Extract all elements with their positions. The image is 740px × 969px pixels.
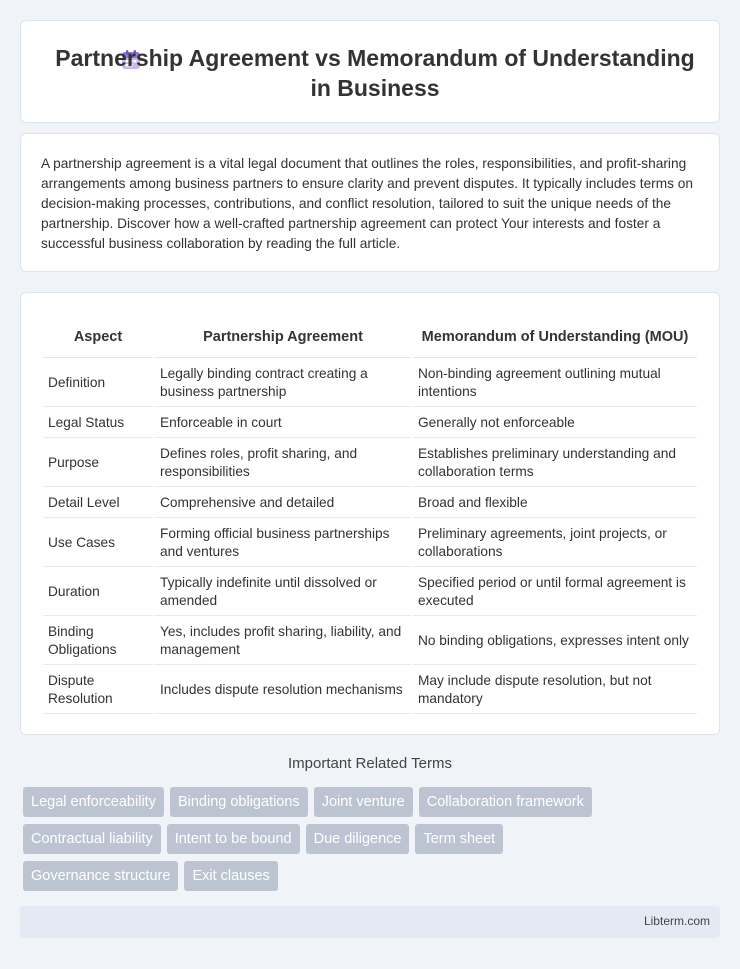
tag-due-diligence[interactable]: Due diligence [306, 824, 410, 854]
table-cell: Detail Level [43, 489, 153, 518]
table-cell: Includes dispute resolution mechanisms [155, 667, 411, 714]
tag-term-sheet[interactable]: Term sheet [415, 824, 503, 854]
header-card [20, 20, 720, 123]
table-cell: Generally not enforceable [413, 409, 697, 438]
table-cell: Non-binding agreement outlining mutual intentions [413, 360, 697, 407]
table-row [43, 360, 697, 407]
footer-site-link[interactable]: Libterm.com [643, 914, 710, 928]
table-cell: Establishes preliminary understanding and collaboration terms [413, 440, 697, 487]
header-mou: Memorandum of Understanding (MOU) [413, 316, 697, 358]
table-row [43, 667, 697, 714]
tag-binding-obligations[interactable]: Binding obligations [170, 787, 308, 817]
table-cell: Purpose [43, 440, 153, 487]
table-cell: Forming official business partnerships and ventures [155, 520, 411, 567]
tag-governance-structure[interactable]: Governance structure [23, 861, 178, 891]
table-row [43, 489, 697, 518]
page-title: Partnership Agreement vs Memorandum of Understanding in Business [55, 45, 695, 101]
table-row [43, 569, 697, 616]
tag-collaboration-framework[interactable]: Collaboration framework [419, 787, 592, 817]
table-cell: Definition [43, 360, 153, 407]
table-cell: Comprehensive and detailed [155, 489, 411, 518]
table-cell: Dispute Resolution [43, 667, 153, 714]
footer [20, 906, 720, 938]
table-cell: Duration [43, 569, 153, 616]
table-cell: Binding Obligations [43, 618, 153, 665]
table-cell: Specified period or until formal agreement is executed [413, 569, 697, 616]
table-header-row [43, 316, 697, 358]
table-cell: Typically indefinite until dissolved or amended [155, 569, 411, 616]
intro-paragraph: A partnership agreement is a vital legal document that outlines the roles, responsibilities, and profit-sharing arrangements among business partners to ensure clarity and prevent disputes. It typically includes terms on decision-making processes, contributions, and conflict resolution, tailored to suit the unique needs of the partnership. Discover how a well-crafted partnership agreement can protect Your interests and foster a successful business collaboration by reading the full article. [41, 156, 694, 251]
comparison-table [41, 314, 699, 716]
table-cell: No binding obligations, expresses intent only [413, 618, 697, 665]
tag-joint-venture[interactable]: Joint venture [314, 787, 413, 817]
comparison-table-card [20, 292, 720, 735]
table-cell: Broad and flexible [413, 489, 697, 518]
table-cell: Legally binding contract creating a business partnership [155, 360, 411, 407]
table-cell: Legal Status [43, 409, 153, 438]
header-partnership-agreement: Partnership Agreement [155, 316, 411, 358]
table-cell: Use Cases [43, 520, 153, 567]
tag-contractual-liability[interactable]: Contractual liability [23, 824, 161, 854]
table-row [43, 520, 697, 567]
table-cell: Enforceable in court [155, 409, 411, 438]
table-cell: Yes, includes profit sharing, liability, and management [155, 618, 411, 665]
table-row [43, 409, 697, 438]
tag-legal-enforceability[interactable]: Legal enforceability [23, 787, 164, 817]
related-terms-heading: Important Related Terms [288, 755, 452, 772]
intro-card [20, 133, 720, 272]
table-cell: May include dispute resolution, but not mandatory [413, 667, 697, 714]
table-cell: Defines roles, profit sharing, and responsibilities [155, 440, 411, 487]
tag-exit-clauses[interactable]: Exit clauses [184, 861, 277, 891]
table-row [43, 618, 697, 665]
tag-intent-to-be-bound[interactable]: Intent to be bound [167, 824, 300, 854]
table-cell: Preliminary agreements, joint projects, or collaborations [413, 520, 697, 567]
header-aspect: Aspect [43, 316, 153, 358]
table-row [43, 440, 697, 487]
related-terms-list [23, 787, 713, 898]
